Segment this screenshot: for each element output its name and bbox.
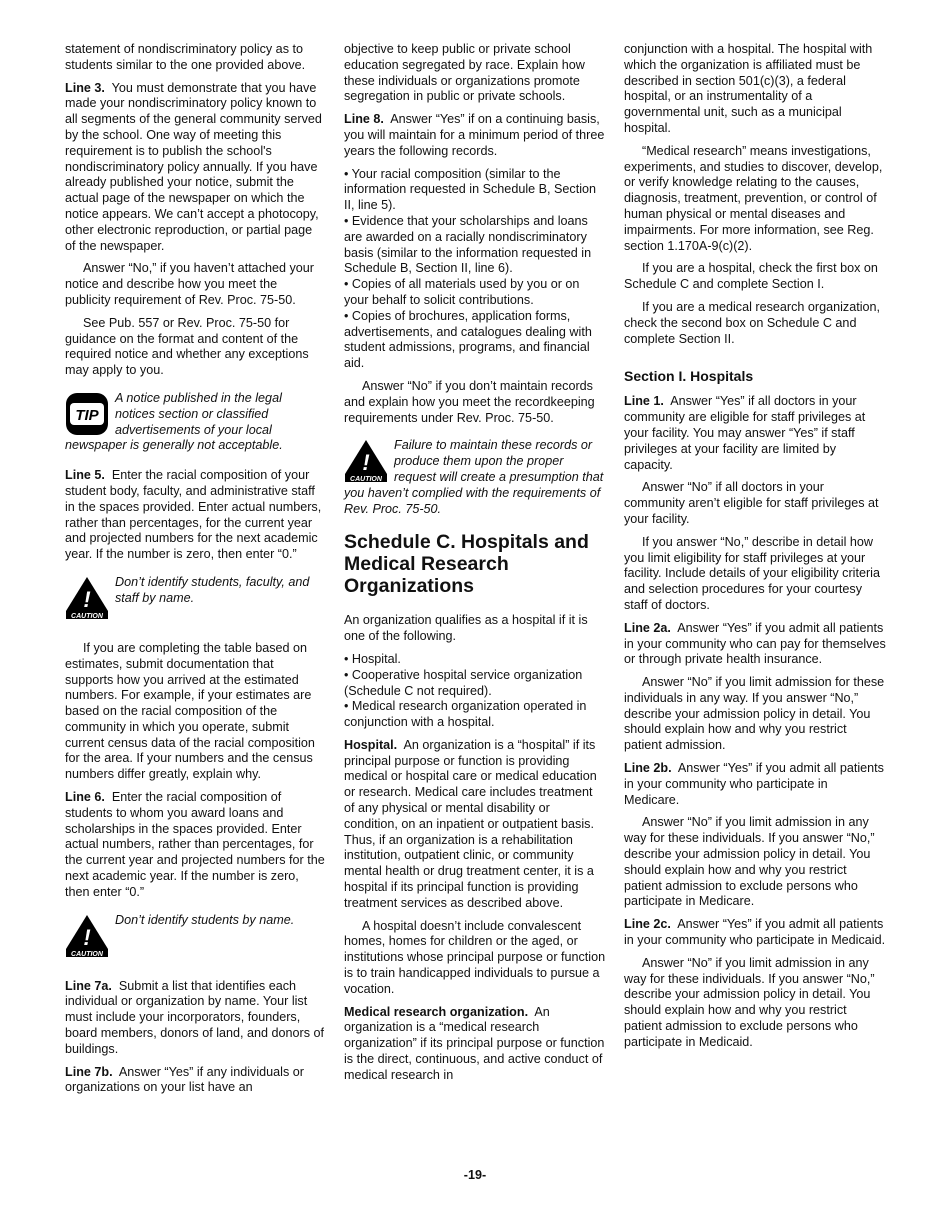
line-5-text: Enter the racial composition of your student body, faculty, and administrative staff in the spaces provided. Enter actual numbers, rather than percentages, for the current year and projected numbers for the next academic year. If the number is zero, then enter “0.” — [65, 468, 322, 562]
exclamation-mark: ! — [83, 924, 91, 950]
caution-label: CAUTION — [71, 950, 103, 958]
caution-note-2 — [65, 913, 325, 965]
continued-paragraph: objective to keep public or private school education segregated by race. Explain how these individuals or organizations promote segregation in public or private schools. — [344, 42, 585, 104]
section-1-heading: Section I. Hospitals — [624, 368, 754, 385]
exclamation-mark: ! — [83, 586, 91, 612]
line-8-no-paragraph: Answer “No” if you don’t maintain records and explain how you meet the recordkeeping requirements under Rev. Proc. 75-50. — [344, 378, 595, 425]
caution-text-3: Failure to maintain these records or produce them upon the proper request will create a presumption that you haven’t complied with the requirements of Rev. Proc. 75-50. — [344, 438, 604, 516]
line-3-text: You must demonstrate that you have made your nondiscriminatory policy known to all segments of the general community served by the school. One way of meeting this requirement is to publish the school's nondiscriminatory policy annually. If you have already published your notice, submit the actual page of the newspaper on which the notice appears. We can’t accept a photocopy, other electronic reproduction, or partial page of the newspaper. — [65, 80, 322, 253]
column-2 — [344, 42, 606, 1091]
line-3-label: Line 3. — [65, 80, 105, 95]
line-2c-text: Answer “Yes” if you admit all patients in your community who participate in Medicaid. — [624, 917, 886, 948]
if-mro-paragraph: If you are a medical research organization, check the second box on Schedule C and complete Section II. — [624, 299, 881, 346]
line-3-no-paragraph: Answer “No,” if you haven’t attached your notice and describe how you meet the publicity requirement of Rev. Proc. 75-50. — [65, 261, 314, 307]
records-bullet-list — [344, 167, 606, 372]
line-6-paragraph — [65, 790, 325, 901]
estimates-paragraph: If you are completing the table based on estimates, submit documentation that supports how you arrived at the estimated numbers. For example, if your estimates are based on the racial composition of the community in which you operate, submit current census data of the racial composition for the area. If your numbers and the census numbers differ greatly, explain why. — [65, 640, 315, 782]
mro-label: Medical research organization. — [344, 1004, 529, 1019]
line-7a-paragraph — [65, 979, 325, 1058]
caution-text-2: Don’t identify students by name. — [115, 912, 295, 927]
line-2b-no-paragraph: Answer “No” if you limit admission in any way for these individuals. If you answer “No,” describe your admission policy in detail. You should explain how and why you restrict patient admission to exclude persons who participate in Medicare. — [624, 815, 875, 909]
page-number: -19- — [463, 1168, 487, 1182]
tip-icon — [65, 392, 109, 436]
qualifies-paragraph: An organization qualifies as a hospital if it is one of the following. — [344, 613, 588, 644]
line-1-text: Answer “Yes” if all doctors in your community are eligible for staff privileges at your facility. You may answer “Yes” if staff privileges at your facility are limited by capacity. — [624, 394, 866, 472]
line-2c-no-paragraph: Answer “No” if you limit admission in any way for these individuals. If you answer “No,” describe your admission policy in detail. You should explain how and why you restrict patient admission to exclude persons who participate in Medicaid. — [624, 955, 875, 1049]
mro-text: An organization is a “medical research organization” if its principal purpose or function is the direct, continuous, and active conduct of medical research in — [344, 1004, 605, 1082]
line-7b-paragraph — [65, 1065, 325, 1097]
line-7a-label: Line 7a. — [65, 978, 112, 993]
if-hospital-paragraph: If you are a hospital, check the first box on Schedule C and complete Section I. — [624, 261, 878, 292]
line-2b-label: Line 2b. — [624, 761, 672, 776]
line-3-paragraph — [65, 81, 325, 255]
list-item: • Cooperative hospital service organization (Schedule C not required). — [344, 667, 583, 698]
continued-paragraph: conjunction with a hospital. The hospital with which the organization is affiliated must be described in section 501(c)(3), a federal hospital, or an instrumentality of a governmental unit, such as a municipal hospital. — [624, 42, 873, 135]
line-2b-text: Answer “Yes” if you admit all patients in your community who participate in Medicare. — [624, 761, 884, 807]
column-1 — [65, 42, 325, 1103]
caution-icon — [344, 439, 388, 483]
list-item: • Hospital. — [344, 651, 401, 666]
line-8-paragraph — [344, 112, 606, 159]
line-1-paragraph — [624, 394, 886, 473]
line-2a-no-paragraph: Answer “No” if you limit admission for these individuals in any way. If you answer “No,” describe your admission policy in detail. You should explain how and why you restrict patient admission. — [624, 675, 885, 753]
mro-paragraph — [344, 1005, 606, 1084]
line-8-label: Line 8. — [344, 112, 384, 127]
list-item: • Copies of all materials used by you or on your behalf to solicit contributions. — [344, 277, 580, 307]
line-1-label: Line 1. — [624, 394, 664, 409]
line-1-no-paragraph: Answer “No” if all doctors in your community aren’t eligible for staff privileges at your facility. — [624, 480, 879, 526]
tip-icon-label: TIP — [75, 406, 99, 424]
list-item: • Your racial composition (similar to the information requested in Schedule B, Section II, line 5). — [344, 166, 597, 213]
line-7a-text: Submit a list that identifies each individual or organization by name. Your list must include your incorporators, founders, board members, donors of land, and donors of buildings. — [65, 978, 325, 1056]
caution-text-1: Don’t identify students, faculty, and staff by name. — [115, 574, 310, 605]
caution-note-1 — [65, 575, 325, 627]
caution-note-3 — [344, 438, 606, 517]
line-2c-paragraph — [624, 917, 886, 949]
medical-research-paragraph: “Medical research” means investigations, experiments, and studies to discover, develop, or verify knowledge relating to the causes, diagnosis, treatment, prevention, or control of human physical or mental diseases and impairments. For more information, see Reg. section 1.170A-9(c)(2). — [624, 143, 883, 253]
continued-paragraph: statement of nondiscriminatory policy as to students similar to the one provided above. — [65, 42, 306, 72]
line-2b-paragraph — [624, 761, 886, 808]
caution-label: CAUTION — [71, 612, 103, 620]
hospital-text: An organization is a “hospital” if its principal purpose or function is providing medical or hospital care or medical education or research. Medical care includes treatment of any physical or mental disability or condition, on an inpatient or outpatient basis. Thus, if an organization is a rehabilitation institution, outpatient clinic, or community mental health or drug treatment center, it is a hospital if its principal function is providing treatment services as described above. — [344, 737, 597, 910]
column-3 — [624, 42, 886, 1058]
not-hospital-paragraph: A hospital doesn’t include convalescent homes, homes for children or the aged, or institutions whose principal purpose or function is to train handicapped individuals to pursue a vocation. — [344, 918, 606, 996]
line-8-text: Answer “Yes” if on a continuing basis, you will maintain for a minimum period of three years the following records. — [344, 112, 605, 158]
line-2a-text: Answer “Yes” if you admit all patients in your community who can pay for themselves or through private health insurance. — [624, 620, 886, 667]
caution-icon — [65, 576, 109, 620]
line-2c-label: Line 2c. — [624, 917, 671, 932]
caution-label: CAUTION — [350, 476, 382, 484]
hospital-paragraph — [344, 738, 606, 912]
line-1-detail-paragraph: If you answer “No,” describe in detail how you limit eligibility for staff privileges at your facility. Include details of your eligibility criteria and selection procedures for your courtesy staff of doctors. — [624, 534, 880, 612]
list-item: • Medical research organization operated in conjunction with a hospital. — [344, 699, 587, 730]
line-6-text: Enter the racial composition of students to whom you award loans and scholarships in the spaces provided. Enter actual numbers, rather than percentages, for the current year and projected numbers for the next academic year. If the number is zero, then enter “0.” — [65, 790, 325, 899]
tip-note — [65, 391, 325, 454]
see-pub-paragraph: See Pub. 557 or Rev. Proc. 75-50 for guidance on the format and content of the required notice and whether any exceptions may apply to you. — [65, 315, 309, 378]
line-7b-text: Answer “Yes” if any individuals or organizations on your list have an — [65, 1064, 304, 1095]
list-item: • Copies of brochures, application forms, advertisements, and catalogues dealing with student admissions, programs, and financial aid. — [344, 308, 592, 371]
hospital-label: Hospital. — [344, 737, 398, 752]
line-7b-label: Line 7b. — [65, 1064, 113, 1079]
schedule-c-heading: Schedule C. Hospitals and Medical Research Organizations — [344, 531, 589, 598]
tip-text: A notice published in the legal notices section or classified advertisements of your local newspaper is generally not acceptable. — [65, 390, 283, 453]
line-6-label: Line 6. — [65, 790, 105, 805]
line-2a-paragraph — [624, 621, 886, 668]
line-5-label: Line 5. — [65, 468, 105, 483]
caution-icon — [65, 914, 109, 958]
exclamation-mark: ! — [362, 450, 370, 476]
qualifies-bullet-list — [344, 652, 606, 731]
line-5-paragraph — [65, 468, 325, 563]
line-2a-label: Line 2a. — [624, 620, 671, 635]
list-item: • Evidence that your scholarships and loans are awarded on a racially nondiscriminatory basis (similar to the information requested in Schedule B, Section II, line 6). — [344, 213, 592, 276]
